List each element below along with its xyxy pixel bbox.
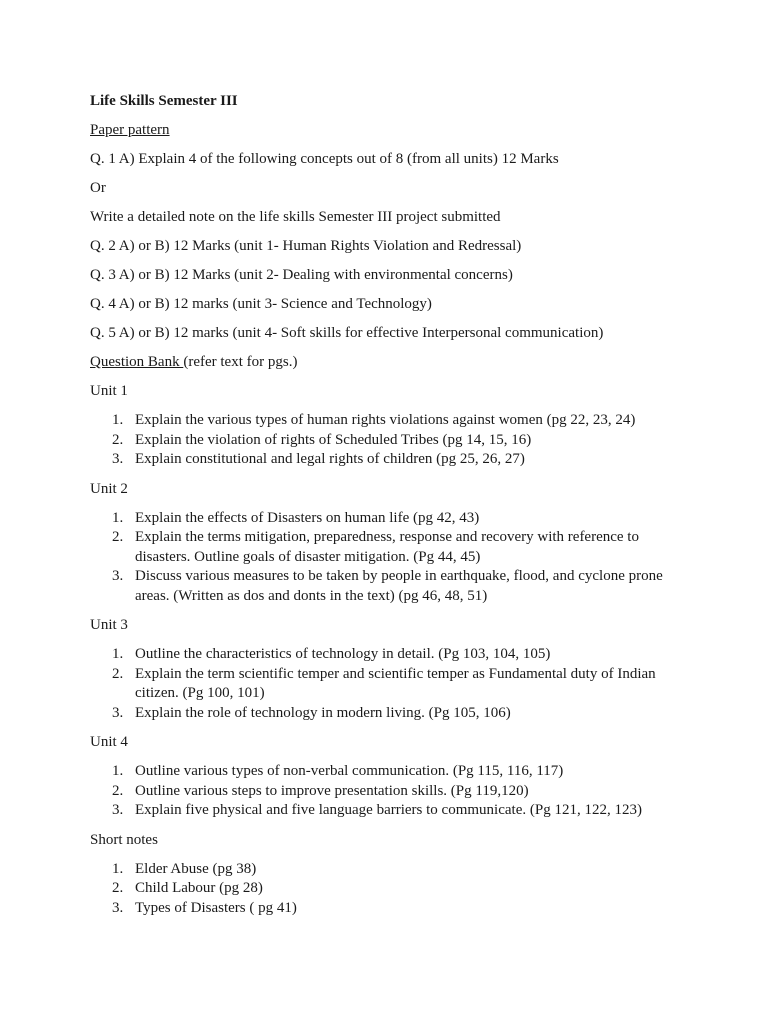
unit-heading: Unit 3	[90, 617, 128, 633]
list-item-number: 2.	[112, 782, 124, 799]
unit-heading: Unit 1	[90, 383, 128, 399]
list-item	[90, 450, 690, 470]
unit-heading: Unit 2	[90, 480, 128, 497]
unit-question-list	[90, 645, 690, 723]
list-item-number: 1.	[112, 509, 124, 526]
list-item-text: Discuss various measures to be taken by people in earthquake, flood, and cyclone prone areas. (Written as dos and donts in the text) (pg 46, 48, 51)	[135, 568, 663, 604]
list-item-number: 3.	[112, 899, 124, 916]
list-item-text: Elder Abuse (pg 38)	[135, 860, 257, 877]
list-item-number: 1.	[112, 412, 124, 428]
list-item-number: 3.	[112, 704, 124, 721]
units-container	[90, 382, 690, 918]
pattern-line: Or	[90, 180, 106, 196]
question-bank-heading: Question Bank	[90, 354, 184, 370]
list-item	[90, 665, 690, 704]
list-item-number: 3.	[112, 802, 124, 818]
pattern-line: Q. 3 A) or B) 12 Marks (unit 2- Dealing with environmental concerns)	[90, 267, 513, 283]
question-bank-line	[90, 353, 690, 372]
list-item-text: Types of Disasters ( pg 41)	[135, 899, 297, 916]
list-item	[90, 860, 690, 880]
list-item	[90, 567, 690, 606]
list-item-number: 2.	[112, 431, 124, 448]
list-item-number: 2.	[112, 529, 124, 545]
list-item-number: 3.	[112, 451, 124, 467]
list-item-number: 2.	[112, 880, 124, 896]
list-item	[90, 431, 690, 451]
list-item-number: 1.	[112, 860, 124, 877]
pattern-line: Q. 2 A) or B) 12 Marks (unit 1- Human Rights Violation and Redressal)	[90, 238, 522, 254]
list-item-number: 1.	[112, 646, 124, 662]
list-item-text: Explain the role of technology in modern living. (Pg 105, 106)	[135, 704, 511, 721]
list-item	[90, 645, 690, 665]
pattern-line: Q. 4 A) or B) 12 marks (unit 3- Science and Technology)	[90, 296, 432, 312]
list-item-text: Explain constitutional and legal rights of children (pg 25, 26, 27)	[135, 451, 525, 467]
list-item-text: Child Labour (pg 28)	[135, 880, 263, 896]
list-item-text: Explain the various types of human rights violations against women (pg 22, 23, 24)	[135, 412, 636, 428]
unit-question-list	[90, 860, 690, 919]
list-item-text: Outline various steps to improve presentation skills. (Pg 119,120)	[135, 782, 529, 799]
list-item	[90, 704, 690, 724]
unit-heading: Unit 4	[90, 734, 128, 750]
list-item	[90, 879, 690, 899]
document-title: Life Skills Semester III	[90, 93, 238, 109]
list-item-number: 3.	[112, 568, 124, 584]
list-item	[90, 411, 690, 431]
document-page	[90, 92, 690, 928]
list-item	[90, 801, 690, 821]
unit-heading: Short notes	[90, 831, 158, 848]
list-item-text: Outline various types of non-verbal communication. (Pg 115, 116, 117)	[135, 763, 564, 779]
pattern-line: Q. 5 A) or B) 12 marks (unit 4- Soft skills for effective Interpersonal communication)	[90, 325, 604, 341]
list-item-text: Outline the characteristics of technology in detail. (Pg 103, 104, 105)	[135, 646, 551, 662]
question-bank-note: (refer text for pgs.)	[183, 354, 298, 370]
list-item-text: Explain five physical and five language barriers to communicate. (Pg 121, 122, 123)	[135, 802, 642, 818]
paper-pattern-lines	[90, 150, 690, 343]
list-item-number: 1.	[112, 763, 124, 779]
list-item-number: 2.	[112, 665, 124, 682]
list-item-text: Explain the term scientific temper and scientific temper as Fundamental duty of Indian citizen. (Pg 100, 101)	[135, 665, 656, 701]
list-item-text: Explain the violation of rights of Scheduled Tribes (pg 14, 15, 16)	[135, 431, 532, 448]
list-item-text: Explain the effects of Disasters on human life (pg 42, 43)	[135, 509, 480, 526]
pattern-line: Write a detailed note on the life skills Semester III project submitted	[90, 209, 501, 225]
list-item	[90, 899, 690, 919]
unit-question-list	[90, 509, 690, 607]
list-item	[90, 762, 690, 782]
unit-question-list	[90, 411, 690, 470]
unit-question-list	[90, 762, 690, 821]
pattern-line: Q. 1 A) Explain 4 of the following concepts out of 8 (from all units) 12 Marks	[90, 151, 559, 167]
list-item-text: Explain the terms mitigation, preparedness, response and recovery with reference to disasters. Outline goals of disaster mitigation. (Pg 44, 45)	[135, 529, 639, 565]
list-item	[90, 528, 690, 567]
list-item	[90, 782, 690, 802]
list-item	[90, 509, 690, 529]
paper-pattern-heading: Paper pattern	[90, 122, 170, 138]
